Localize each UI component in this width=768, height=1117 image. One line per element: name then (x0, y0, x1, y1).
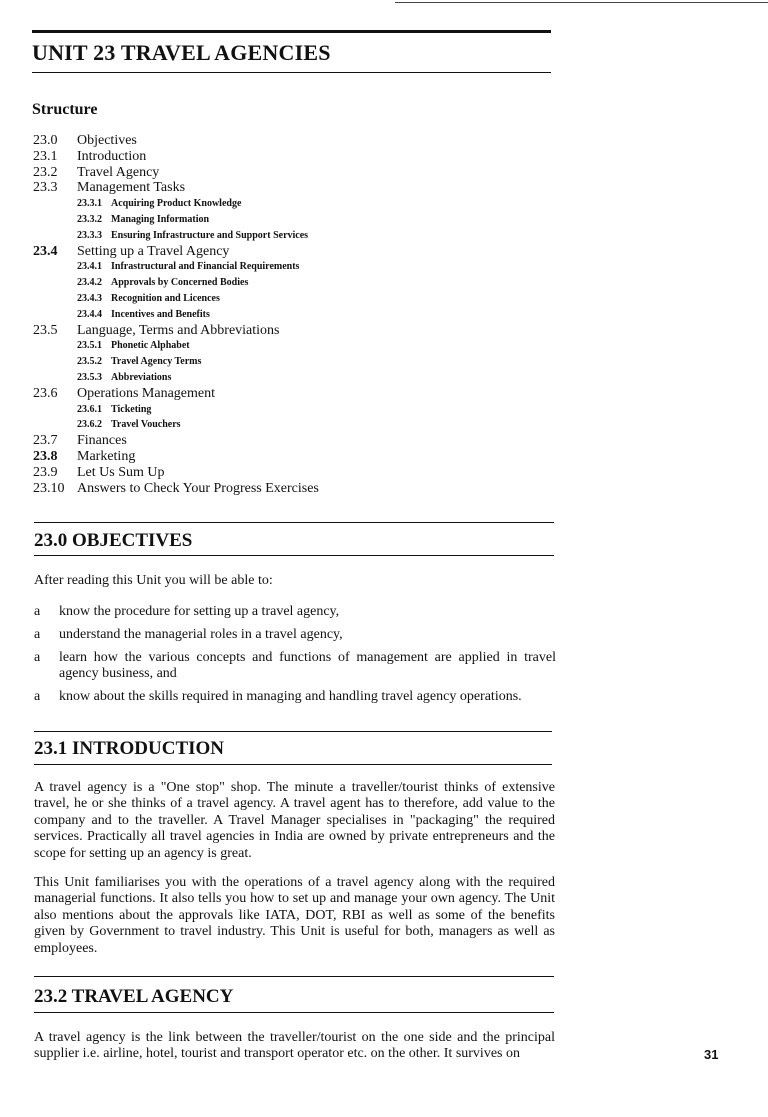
toc-text: Ticketing (111, 403, 152, 415)
toc-subentry (33, 275, 563, 291)
bullet-mark: a (34, 604, 41, 619)
toc-subentry (33, 354, 563, 370)
toc-text: Managing Information (111, 213, 210, 225)
toc-number: 23.10 (33, 480, 65, 496)
toc-subentry (33, 212, 563, 228)
unit-title: UNIT 23 TRAVEL AGENCIES (32, 40, 331, 65)
travel-agency-title: 23.2 TRAVEL AGENCY (34, 986, 234, 1007)
toc-subentry (33, 338, 563, 354)
introduction-paragraph: This Unit familiarises you with the operations of a travel agency along with the required managerial functions. It also tells you how to set up and manage your own agency. The Unit also mentions about the approvals like IATA, DOT, RBI as well as some of the benefits given by Government to travel industry. This Unit is useful for both, managers as well as employees. (34, 875, 555, 956)
table-of-contents (33, 133, 563, 496)
toc-number: 23.3.3 (77, 229, 102, 241)
objectives-title: 23.0 OBJECTIVES (34, 530, 193, 551)
bullet-text: learn how the various concepts and functions of management are applied in travel agency business, and (59, 650, 556, 682)
bullet-mark: a (34, 650, 41, 665)
top-rule-thick (32, 30, 551, 33)
bullet-text: understand the managerial roles in a travel agency, (59, 627, 343, 642)
toc-text: Management Tasks (77, 180, 186, 196)
toc-entry (33, 386, 563, 402)
toc-text: Recognition and Licences (111, 292, 220, 304)
toc-number: 23.4.4 (77, 308, 102, 320)
toc-number: 23.0 (33, 133, 58, 148)
page-number: 31 (704, 1047, 719, 1062)
toc-entry (33, 133, 563, 149)
toc-entry (33, 323, 563, 339)
toc-number: 23.8 (33, 448, 58, 464)
toc-text: Finances (77, 433, 127, 449)
objectives-intro: After reading this Unit you will be able to: (34, 573, 273, 588)
toc-text: Let Us Sum Up (77, 464, 165, 480)
toc-subentry (33, 196, 563, 212)
toc-entry (33, 244, 563, 260)
bullet-mark: a (34, 627, 41, 642)
introduction-rule-bottom (34, 764, 552, 765)
introduction-rule-top (34, 731, 552, 732)
toc-entry (33, 481, 563, 497)
travel-agency-paragraph: A travel agency is the link between the traveller/tourist on the one side and the principal supplier i.e. airline, hotel, tourist and transport operator etc. on the other. It survives on (34, 1030, 555, 1062)
toc-text: Operations Management (77, 385, 216, 401)
toc-subentry (33, 307, 563, 323)
toc-text: Incentives and Benefits (111, 308, 210, 320)
toc-subentry (33, 291, 563, 307)
toc-text: Acquiring Product Knowledge (111, 198, 242, 210)
toc-number: 23.9 (33, 464, 58, 480)
unit-title-rule (32, 72, 551, 73)
toc-number: 23.4.1 (77, 261, 102, 273)
toc-number: 23.6.1 (77, 403, 102, 415)
bullet-text: know about the skills required in managing and handling travel agency operations. (59, 689, 522, 704)
travel-agency-rule-bottom (34, 1012, 554, 1013)
toc-entry (33, 465, 563, 481)
toc-text: Travel Agency (77, 164, 160, 180)
toc-number: 23.4.2 (77, 277, 102, 289)
toc-subentry (33, 370, 563, 386)
toc-text: Phonetic Alphabet (111, 340, 190, 352)
toc-number: 23.5.2 (77, 356, 102, 368)
toc-text: Introduction (77, 148, 147, 164)
toc-text: Ensuring Infrastructure and Support Services (111, 229, 309, 241)
toc-subentry (33, 417, 563, 433)
bullet-mark: a (34, 689, 41, 704)
toc-text: Language, Terms and Abbreviations (77, 322, 280, 338)
toc-entry (33, 149, 563, 165)
toc-subentry (33, 228, 563, 244)
introduction-paragraph: A travel agency is a "One stop" shop. The minute a traveller/tourist thinks of extensive travel, he or she thinks of a travel agency. A travel agent has to therefore, add value to the company and to the traveller. A Travel Manager specialises in "packaging" the required services. Practically all travel agencies in India are owned by private entrepreneurs and the scope for setting up an agency is great. (34, 780, 555, 861)
toc-number: 23.6 (33, 385, 58, 401)
toc-subentry (33, 402, 563, 418)
toc-text: Abbreviations (111, 371, 172, 383)
toc-text: Answers to Check Your Progress Exercises (77, 480, 319, 496)
toc-text: Travel Agency Terms (111, 356, 202, 368)
toc-number: 23.7 (33, 433, 58, 449)
top-rule-right (395, 2, 768, 3)
toc-number: 23.5.3 (77, 371, 102, 383)
toc-entry (33, 433, 563, 449)
toc-text: Setting up a Travel Agency (77, 243, 230, 259)
bullet-text: know the procedure for setting up a travel agency, (59, 604, 340, 619)
toc-number: 23.3 (33, 180, 58, 196)
structure-heading: Structure (32, 101, 98, 118)
toc-number: 23.3.2 (77, 213, 102, 225)
toc-number: 23.2 (33, 164, 58, 180)
toc-number: 23.6.2 (77, 419, 102, 431)
toc-number: 23.5 (33, 322, 58, 338)
toc-text: Objectives (77, 133, 137, 148)
toc-number: 23.4.3 (77, 292, 102, 304)
travel-agency-rule-top (34, 976, 554, 977)
toc-text: Approvals by Concerned Bodies (111, 277, 249, 289)
toc-subentry (33, 259, 563, 275)
toc-number: 23.4 (33, 243, 58, 259)
objectives-rule-bottom (34, 555, 554, 556)
toc-entry (33, 165, 563, 181)
toc-number: 23.3.1 (77, 198, 102, 210)
toc-text: Travel Vouchers (111, 419, 181, 431)
objectives-rule-top (34, 522, 554, 523)
toc-text: Infrastructural and Financial Requirements (111, 261, 300, 273)
toc-text: Marketing (77, 448, 136, 464)
toc-number: 23.5.1 (77, 340, 102, 352)
introduction-title: 23.1 INTRODUCTION (34, 738, 225, 759)
toc-number: 23.1 (33, 148, 58, 164)
toc-entry (33, 180, 563, 196)
toc-entry (33, 449, 563, 465)
